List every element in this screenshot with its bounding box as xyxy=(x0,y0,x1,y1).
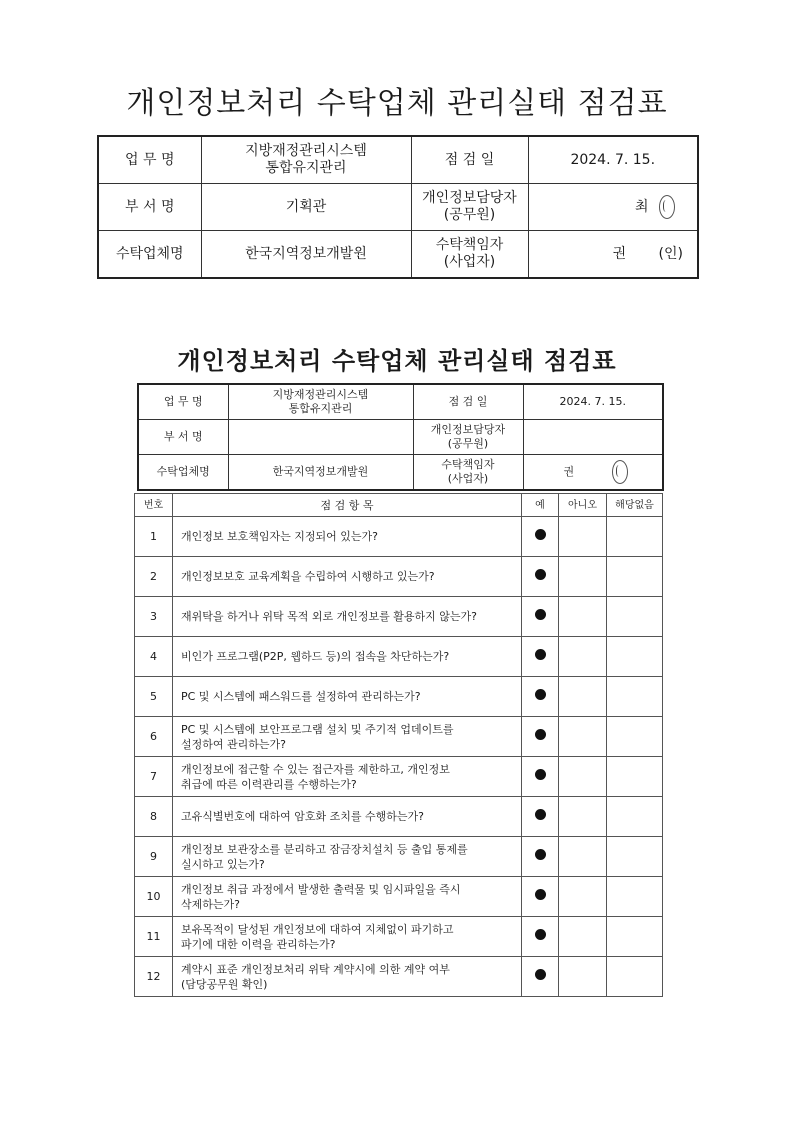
yes-mark-icon xyxy=(535,569,546,580)
info-row xyxy=(98,136,698,184)
item-text: 개인정보 보관장소를 분리하고 잠금장치설치 등 출입 통제를 실시하고 있는가? xyxy=(173,837,522,877)
item-text: 보유목적이 달성된 개인정보에 대하여 지체없이 파기하고 파기에 대한 이력을 관리하는가? xyxy=(173,917,522,957)
yes-mark-icon xyxy=(535,809,546,820)
item-text: 개인정보 취급 과정에서 발생한 출력물 및 임시파일을 즉시 삭제하는가? xyxy=(173,877,522,917)
item-text: 개인정보 보호책임자는 지정되어 있는가? xyxy=(173,517,522,557)
yes-mark-icon xyxy=(535,689,546,700)
na-cell xyxy=(607,717,663,757)
yes-mark-icon xyxy=(535,889,546,900)
label-cell: 수탁책임자 (사업자) xyxy=(411,231,528,279)
info-row xyxy=(98,184,698,231)
na-cell xyxy=(607,757,663,797)
na-cell xyxy=(607,837,663,877)
item-number: 3 xyxy=(135,597,173,637)
header-no: 아니오 xyxy=(559,494,607,517)
value-cell xyxy=(228,420,413,455)
info-table xyxy=(137,383,664,491)
na-cell xyxy=(607,877,663,917)
checklist-table xyxy=(134,493,663,997)
item-number: 4 xyxy=(135,637,173,677)
item-number: 10 xyxy=(135,877,173,917)
item-text: PC 및 시스템에 보안프로그램 설치 및 주기적 업데이트를 설정하여 관리하는가? xyxy=(173,717,522,757)
info-row xyxy=(138,455,663,491)
signature-seal-icon xyxy=(659,195,675,219)
item-number: 1 xyxy=(135,517,173,557)
item-number: 9 xyxy=(135,837,173,877)
checklist-row xyxy=(135,637,663,677)
signature-cell xyxy=(528,184,698,231)
value-cell: 지방재정관리시스템 통합유지관리 xyxy=(201,136,411,184)
no-cell xyxy=(559,517,607,557)
yes-cell xyxy=(522,717,559,757)
header-not-applicable: 해당없음 xyxy=(607,494,663,517)
label-cell: 개인정보담당자 (공무원) xyxy=(411,184,528,231)
na-cell xyxy=(607,517,663,557)
label-cell: 부 서 명 xyxy=(98,184,201,231)
checklist-row xyxy=(135,757,663,797)
checklist-row xyxy=(135,957,663,997)
label-cell: 업 무 명 xyxy=(98,136,201,184)
label-cell: 개인정보담당자 (공무원) xyxy=(413,420,523,455)
no-cell xyxy=(559,677,607,717)
item-number: 2 xyxy=(135,557,173,597)
label-cell: 점 검 일 xyxy=(413,384,523,420)
value-cell: 기획관 xyxy=(201,184,411,231)
na-cell xyxy=(607,957,663,997)
no-cell xyxy=(559,917,607,957)
yes-mark-icon xyxy=(535,529,546,540)
signer-name: 권 xyxy=(612,245,627,262)
no-cell xyxy=(559,557,607,597)
value-cell: 2024. 7. 15. xyxy=(523,384,663,420)
item-text: 개인정보에 접근할 수 있는 접근자를 제한하고, 개인정보 취급에 따른 이력관리를 수행하는가? xyxy=(173,757,522,797)
checklist-row xyxy=(135,797,663,837)
value-cell xyxy=(523,420,663,455)
item-number: 5 xyxy=(135,677,173,717)
no-cell xyxy=(559,637,607,677)
label-cell: 수탁책임자 (사업자) xyxy=(413,455,523,491)
yes-mark-icon xyxy=(535,769,546,780)
checklist-row xyxy=(135,517,663,557)
yes-cell xyxy=(522,877,559,917)
document-title: 개인정보처리 수탁업체 관리실태 점검표 xyxy=(177,347,617,375)
header-number: 번호 xyxy=(135,494,173,517)
label-cell: 업 무 명 xyxy=(138,384,228,420)
label-cell: 점 검 일 xyxy=(411,136,528,184)
item-number: 6 xyxy=(135,717,173,757)
na-cell xyxy=(607,637,663,677)
signature-seal-icon xyxy=(612,460,628,484)
item-text: 개인정보보호 교육계획을 수립하여 시행하고 있는가? xyxy=(173,557,522,597)
checklist-row xyxy=(135,597,663,637)
yes-cell xyxy=(522,557,559,597)
item-text: 계약시 표준 개인정보처리 위탁 계약시에 의한 계약 여부 (담당공무원 확인) xyxy=(173,957,522,997)
yes-cell xyxy=(522,957,559,997)
checklist-row xyxy=(135,877,663,917)
signer-name: 최 xyxy=(635,199,649,215)
item-text: 비인가 프로그램(P2P, 웹하드 등)의 접속을 차단하는가? xyxy=(173,637,522,677)
label-cell: 수탁업체명 xyxy=(98,231,201,279)
yes-cell xyxy=(522,637,559,677)
label-cell: 부 서 명 xyxy=(138,420,228,455)
signer-name: 권 xyxy=(563,465,575,478)
label-cell: 수탁업체명 xyxy=(138,455,228,491)
yes-cell xyxy=(522,917,559,957)
na-cell xyxy=(607,797,663,837)
no-cell xyxy=(559,597,607,637)
yes-cell xyxy=(522,837,559,877)
yes-mark-icon xyxy=(535,969,546,980)
value-cell: 한국지역정보개발원 xyxy=(201,231,411,279)
na-cell xyxy=(607,597,663,637)
no-cell xyxy=(559,797,607,837)
info-row xyxy=(138,420,663,455)
yes-mark-icon xyxy=(535,649,546,660)
value-cell: 2024. 7. 15. xyxy=(528,136,698,184)
checklist-row xyxy=(135,717,663,757)
item-text: PC 및 시스템에 패스워드를 설정하여 관리하는가? xyxy=(173,677,522,717)
no-cell xyxy=(559,957,607,997)
na-cell xyxy=(607,557,663,597)
signature-cell xyxy=(528,231,698,279)
yes-cell xyxy=(522,597,559,637)
na-cell xyxy=(607,917,663,957)
yes-mark-icon xyxy=(535,729,546,740)
yes-cell xyxy=(522,797,559,837)
item-number: 7 xyxy=(135,757,173,797)
yes-cell xyxy=(522,677,559,717)
yes-cell xyxy=(522,517,559,557)
yes-mark-icon xyxy=(535,929,546,940)
value-cell: 지방재정관리시스템 통합유지관리 xyxy=(228,384,413,420)
signature-cell xyxy=(523,455,663,491)
checklist-row xyxy=(135,557,663,597)
yes-cell xyxy=(522,757,559,797)
item-number: 11 xyxy=(135,917,173,957)
checklist-row xyxy=(135,677,663,717)
item-text: 재위탁을 하거나 위탁 목적 외로 개인정보를 활용하지 않는가? xyxy=(173,597,522,637)
checklist-row xyxy=(135,837,663,877)
na-cell xyxy=(607,677,663,717)
document-title: 개인정보처리 수탁업체 관리실태 점검표 xyxy=(126,86,668,121)
seal-mark: (인) xyxy=(658,245,683,262)
checklist-row xyxy=(135,917,663,957)
item-text: 고유식별번호에 대하여 암호화 조치를 수행하는가? xyxy=(173,797,522,837)
no-cell xyxy=(559,877,607,917)
header-item: 점 검 항 목 xyxy=(173,494,522,517)
item-number: 12 xyxy=(135,957,173,997)
item-number: 8 xyxy=(135,797,173,837)
header-yes: 예 xyxy=(522,494,559,517)
value-cell: 한국지역정보개발원 xyxy=(228,455,413,491)
no-cell xyxy=(559,717,607,757)
info-row xyxy=(138,384,663,420)
no-cell xyxy=(559,837,607,877)
no-cell xyxy=(559,757,607,797)
checklist-header-row xyxy=(135,494,663,517)
yes-mark-icon xyxy=(535,609,546,620)
yes-mark-icon xyxy=(535,849,546,860)
info-row xyxy=(98,231,698,279)
info-table xyxy=(97,135,699,279)
